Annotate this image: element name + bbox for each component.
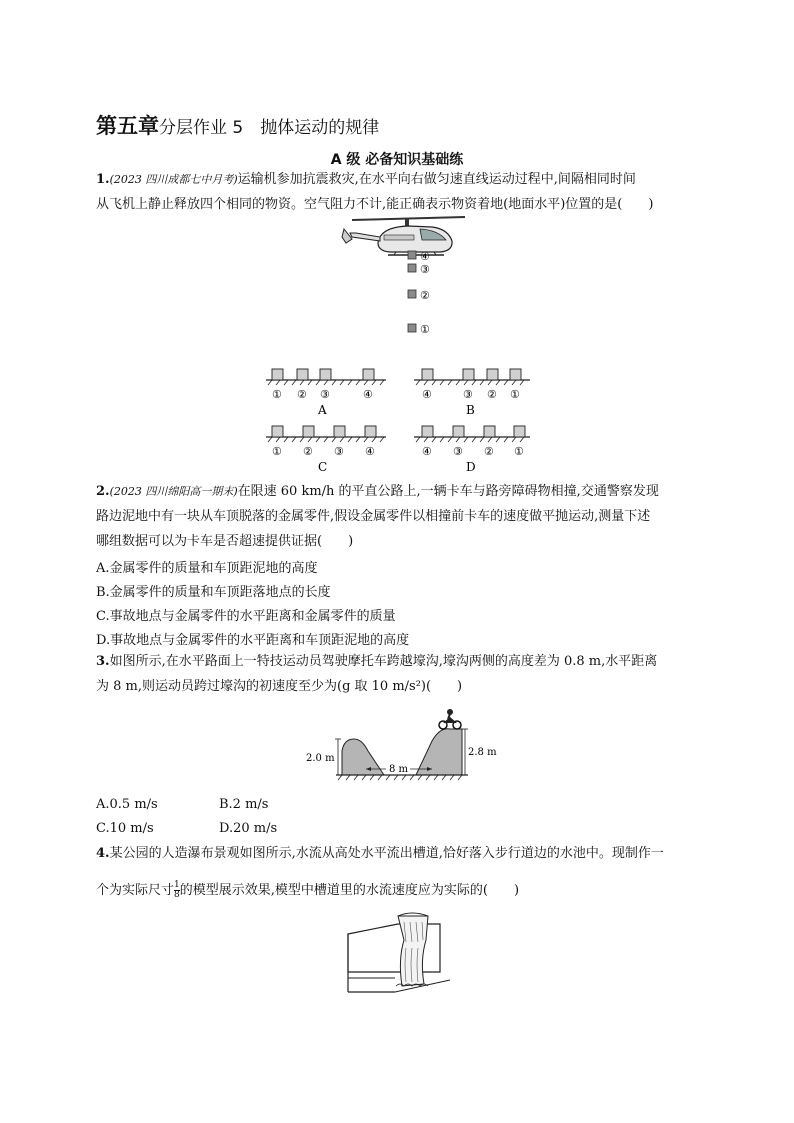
q3-option-c: C.10 m/s (96, 821, 154, 836)
q1-line2: 从飞机上静止释放四个相同的物资。空气阻力不计,能正确表示物资着地(地面水平)位置的是( ) (96, 197, 654, 212)
q1-number: 1. (96, 172, 110, 187)
option-label: ② (303, 445, 313, 458)
option-d-diagram (414, 426, 530, 474)
option-label: ② (484, 445, 494, 458)
option-label: ① (510, 388, 520, 401)
q3-option-d: D.20 m/s (219, 821, 278, 836)
helicopter-icon (342, 217, 465, 255)
option-letter: A (318, 403, 327, 417)
q2-option-c: C.事故地点与金属零件的水平距离和金属零件的质量 (96, 609, 396, 624)
q3-number: 3. (96, 654, 110, 669)
q3-option-b: B.2 m/s (219, 797, 269, 812)
q2-option-a: A.金属零件的质量和车顶距泥地的高度 (96, 561, 318, 576)
q4-figure (340, 912, 455, 1007)
option-label: ① (272, 445, 282, 458)
chapter-label: 第五章 (96, 114, 159, 138)
option-label: ② (297, 388, 307, 401)
gap-label: 8 m (389, 764, 409, 775)
option-label: ② (487, 388, 497, 401)
q1-source: (2023 四川成都七中月考) (109, 173, 238, 186)
fall-label: ④ (420, 250, 430, 263)
section-title: A 级 必备知识基础练 (330, 152, 464, 168)
q3-line1: 3.如图所示,在水平路面上一特技运动员驾驶摩托车跨越壕沟,壕沟两侧的高度差为 0.8 m,水平距离 (96, 654, 658, 669)
q4-line1: 4.某公园的人造瀑布景观如图所示,水流从高处水平流出槽道,恰好落入步行道边的水池中。现制作一 (96, 846, 664, 861)
q2-line2: 路边泥地中有一块从车顶脱落的金属零件,假设金属零件以相撞前卡车的速度做平抛运动,测量下述 (96, 509, 651, 524)
q2-line3: 哪组数据可以为卡车是否超速提供证据( ) (96, 534, 354, 549)
falling-cargo (408, 250, 430, 336)
q1-figure (260, 215, 540, 477)
option-label: ④ (422, 445, 432, 458)
q3-option-a: A.0.5 m/s (96, 797, 158, 812)
right-height-label: 2.8 m (468, 747, 497, 758)
option-label: ③ (463, 388, 473, 401)
q3-figure (300, 705, 500, 785)
left-height-label: 2.0 m (306, 753, 335, 764)
fall-label: ① (420, 323, 430, 336)
option-label: ④ (422, 388, 432, 401)
q2-line1: 2.(2023 四川绵阳高一期末)在限速 60 km/h 的平直公路上,一辆卡车与路旁障碍物相撞,交通警察发现 (96, 484, 659, 499)
option-label: ③ (453, 445, 463, 458)
option-b-diagram (414, 369, 530, 417)
option-letter: C (318, 460, 328, 474)
page-title (96, 110, 379, 140)
q1-line1: 1.(2023 四川成都七中月考)运输机参加抗震救灾,在水平向右做匀速直线运动过程中,间隔相同时间 (96, 172, 636, 187)
option-label: ③ (320, 388, 330, 401)
q4-number: 4. (96, 846, 110, 861)
q2-number: 2. (96, 484, 110, 499)
fall-label: ② (420, 289, 430, 302)
assignment-title: 分层作业 5 抛体运动的规律 (159, 118, 380, 138)
option-c-diagram (266, 426, 386, 474)
option-label: ④ (363, 388, 373, 401)
fall-label: ③ (420, 263, 430, 276)
q2-option-b: B.金属零件的质量和车顶距落地点的长度 (96, 585, 331, 600)
option-a-diagram (266, 369, 386, 417)
q2-source: (2023 四川绵阳高一期末) (109, 485, 238, 498)
option-letter: B (466, 403, 475, 417)
option-label: ① (514, 445, 524, 458)
q2-option-d: D.事故地点与金属零件的水平距离和车顶距泥地的高度 (96, 633, 410, 648)
option-letter: D (466, 460, 476, 474)
option-label: ④ (365, 445, 375, 458)
option-label: ① (272, 388, 282, 401)
fraction: $\frac{1}{8}$ (174, 880, 180, 900)
q3-line2: 为 8 m,则运动员跨过壕沟的初速度至少为(g 取 10 m/s²)( ) (96, 679, 463, 694)
option-label: ③ (334, 445, 344, 458)
q4-line2: 个为实际尺寸 $\frac{1}{8}$ 的模型展示效果,模型中槽道里的水流速度应为实际的( ) (96, 880, 520, 900)
waterfall-illustration (348, 913, 450, 992)
motorcycle-icon (439, 709, 461, 729)
